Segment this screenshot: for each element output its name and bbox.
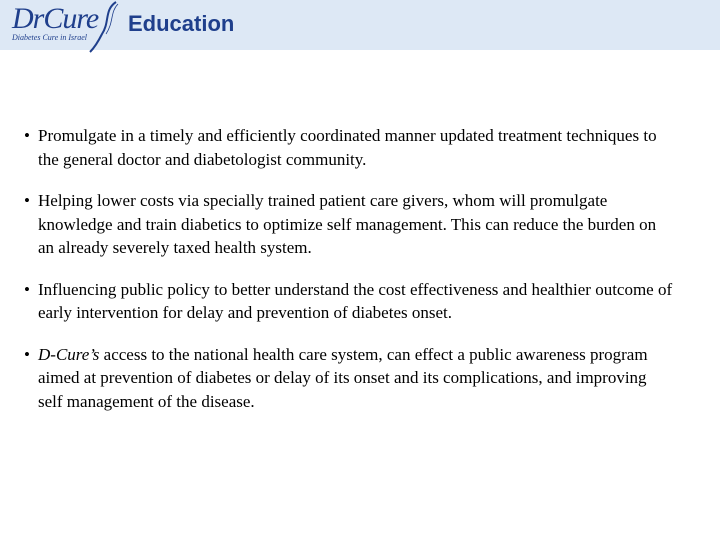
bullet-item (24, 343, 674, 414)
drcure-logo (8, 2, 133, 50)
bullet-marker: • (24, 191, 30, 210)
logo-tagline: Diabetes Cure in Israel (12, 33, 88, 42)
bullet-item (24, 278, 674, 325)
bullet-text: Promulgate in a timely and efficiently coordinated manner updated treatment techniques to the general doctor and diabetologist community. (38, 126, 657, 169)
bullet-marker: • (24, 126, 30, 145)
logo-swoosh-icon (86, 0, 126, 54)
bullet-text: Helping lower costs via specially trained patient care givers, whom will promulgate knowledge and train diabetics to optimize self management. This can reduce the burden on an already severely taxed health system. (38, 191, 657, 257)
header-bar (0, 0, 720, 50)
bullet-item (24, 124, 674, 171)
logo-wordmark: DrCure (12, 2, 99, 35)
bullet-list (24, 124, 674, 431)
bullet-brand-name: D-Cure’s (38, 344, 100, 364)
bullet-text: Influencing public policy to better understand the cost effectiveness and healthier outcome of early intervention for delay and prevention of diabetes onset. (38, 279, 673, 322)
bullet-text: access to the national health care system, can effect a public awareness program aimed at prevention of diabetes or delay of its onset and its complications, and improving self management of the disease. (38, 344, 648, 411)
bullet-marker: • (24, 279, 30, 299)
bullet-marker: • (24, 344, 30, 364)
page-title: Education (128, 11, 235, 36)
bullet-item (24, 189, 674, 260)
